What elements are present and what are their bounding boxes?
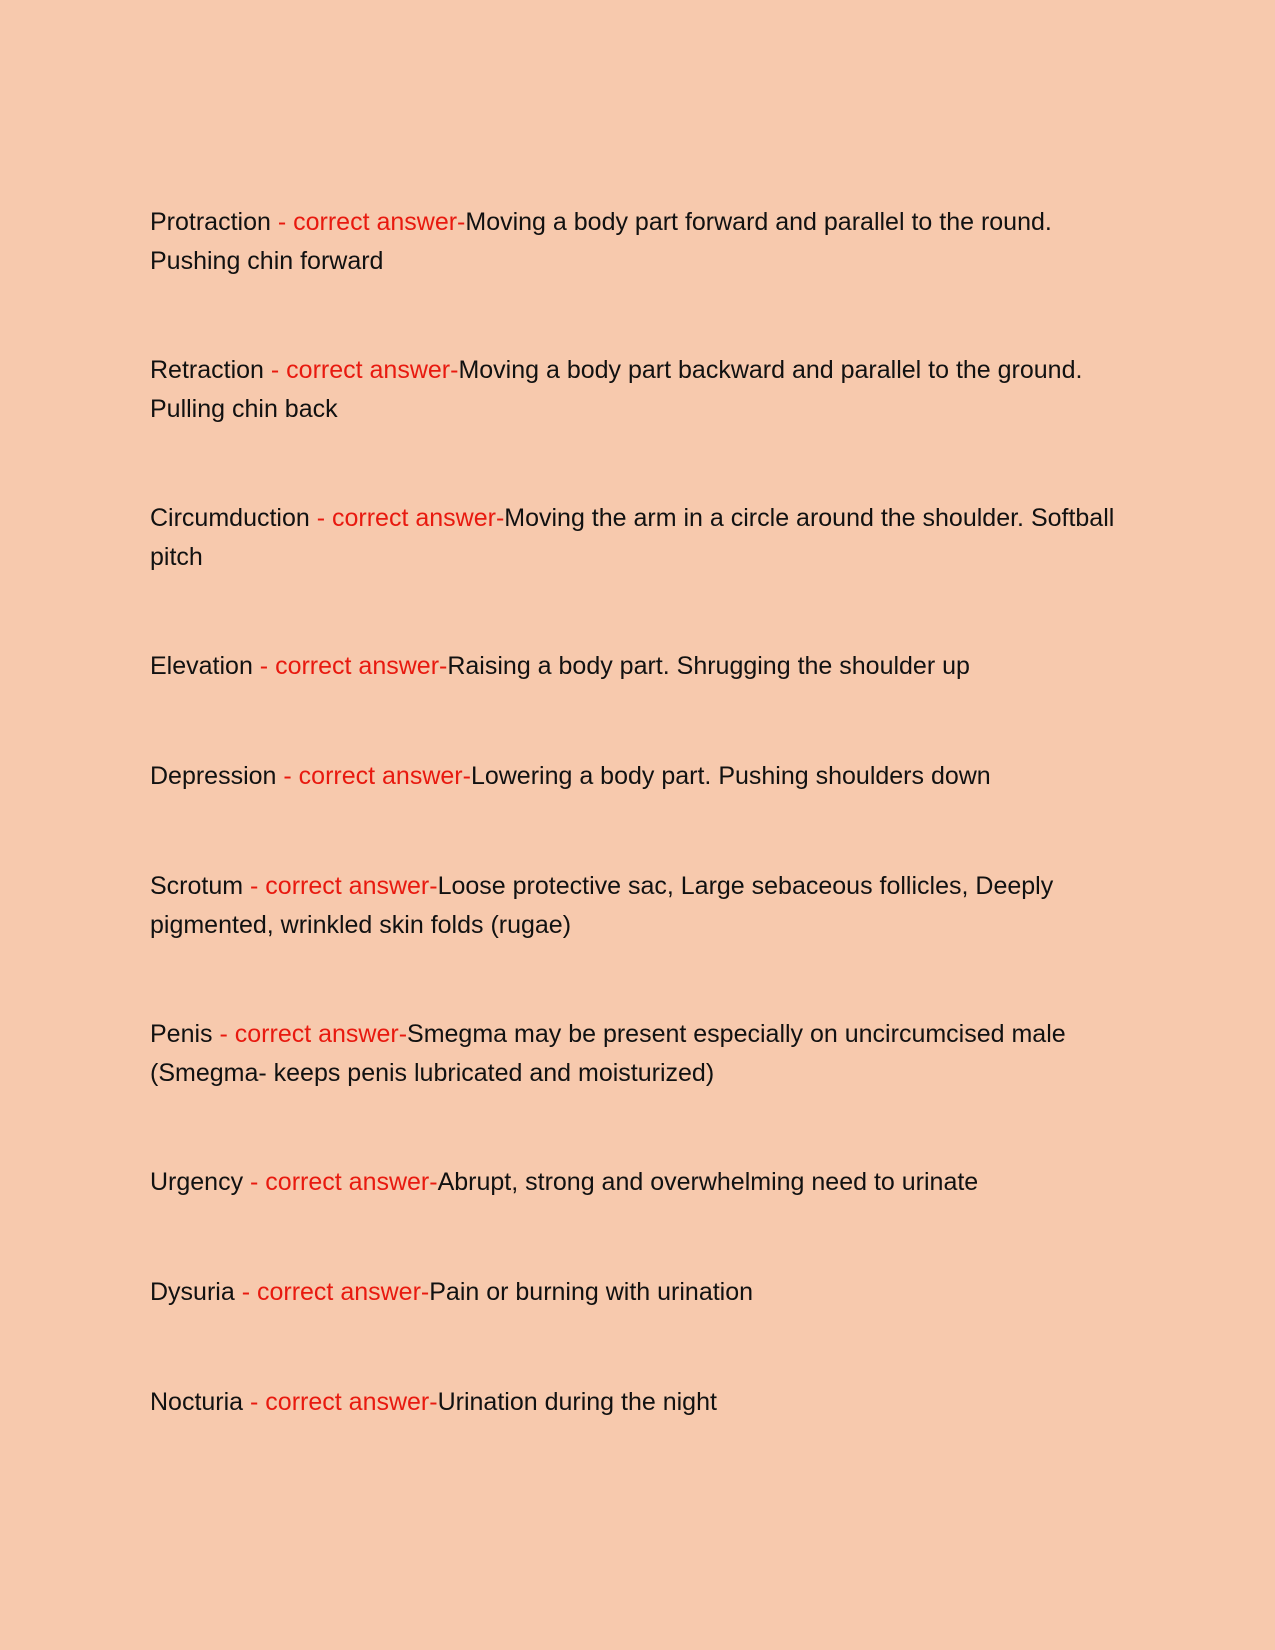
list-item: [150, 867, 1130, 945]
definition: Abrupt, strong and overwhelming need to urinate: [437, 1168, 979, 1196]
answer-separator: - correct answer-: [243, 1388, 438, 1416]
answer-separator: - correct answer-: [252, 652, 448, 680]
list-item: [150, 203, 1130, 281]
list-item: [150, 351, 1130, 429]
definition: Smegma may be present especially on uncircumcised male (Smegma- keeps penis lubricated and moisturized): [150, 1020, 1066, 1087]
answer-separator: - correct answer-: [263, 356, 459, 384]
term: Urgency: [150, 1168, 244, 1196]
list-item: [150, 1383, 1130, 1422]
term: Penis: [150, 1020, 213, 1048]
answer-separator: - correct answer-: [243, 872, 438, 900]
term: Circumduction: [150, 504, 310, 532]
term: Elevation: [150, 652, 253, 680]
definition: Pain or burning with urination: [429, 1278, 754, 1306]
list-item: [150, 1015, 1130, 1093]
definition: Raising a body part. Shrugging the shoulder up: [447, 652, 970, 680]
answer-separator: - correct answer-: [212, 1020, 408, 1048]
answer-separator: - correct answer-: [270, 208, 466, 236]
list-item: [150, 647, 1130, 686]
definition: Moving a body part forward and parallel to the round. Pushing chin forward: [150, 208, 1052, 275]
term: Dysuria: [150, 1278, 235, 1306]
list-item: [150, 499, 1130, 577]
definition: Lowering a body part. Pushing shoulders down: [470, 762, 991, 790]
list-item: [150, 757, 1130, 796]
term: Retraction: [150, 356, 264, 384]
answer-separator: - correct answer-: [243, 1168, 438, 1196]
definition: Moving the arm in a circle around the shoulder. Softball pitch: [150, 504, 1115, 571]
definition: Loose protective sac, Large sebaceous follicles, Deeply pigmented, wrinkled skin folds (rugae): [150, 872, 1054, 939]
term: Protraction: [150, 208, 271, 236]
definition: Moving a body part backward and parallel to the ground. Pulling chin back: [150, 356, 1083, 423]
term: Scrotum: [150, 872, 244, 900]
flashcard-list: [150, 203, 1130, 1493]
list-item: [150, 1163, 1130, 1202]
answer-separator: - correct answer-: [234, 1278, 430, 1306]
definition: Urination during the night: [437, 1388, 717, 1416]
list-item: [150, 1273, 1130, 1312]
answer-separator: - correct answer-: [309, 504, 505, 532]
answer-separator: - correct answer-: [276, 762, 471, 790]
term: Nocturia: [150, 1388, 244, 1416]
term: Depression: [150, 762, 277, 790]
